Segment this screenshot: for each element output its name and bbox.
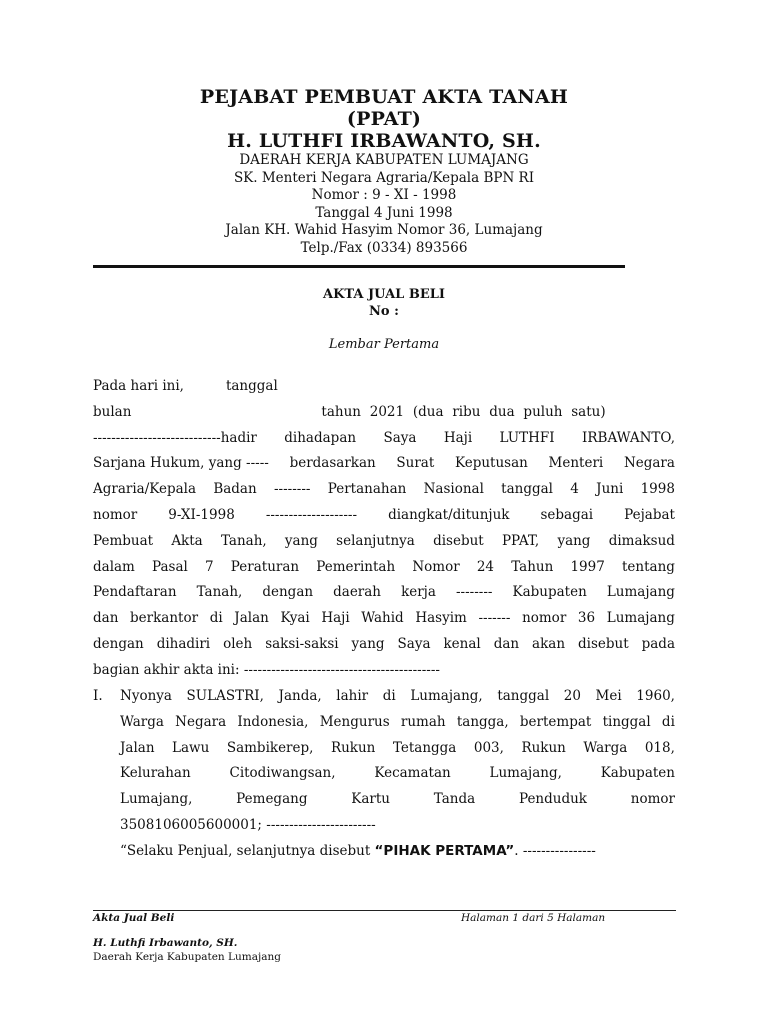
word: Negara [175, 713, 227, 730]
word: tanggal [497, 688, 550, 704]
body-text: bulan [93, 403, 132, 420]
party-role-dashes: . ---------------- [514, 842, 596, 859]
party-line [120, 761, 675, 787]
word: Lawu [172, 739, 210, 756]
letterhead-abbrev: (PPAT) [346, 108, 422, 130]
word: kerja [401, 584, 436, 601]
party-line [120, 787, 675, 813]
word: Jalan [120, 739, 155, 756]
word: kenal [443, 635, 481, 652]
word: Saya [397, 635, 431, 652]
word: Kecamatan [374, 765, 451, 782]
word: Kabupaten [512, 584, 587, 601]
word: Rukun [330, 739, 376, 756]
body-text: tahun 2021 (dua ribu dua puluh satu) [321, 403, 606, 420]
word: dengan [93, 635, 144, 652]
word: di [209, 610, 223, 627]
word: saksi-saksi [265, 635, 339, 652]
word: Tanah, [220, 532, 267, 549]
word: Pasal [152, 558, 188, 575]
word: dimaksud [608, 532, 675, 549]
party-line: 3508106005600001; ------------------------ [120, 816, 376, 833]
word: Peraturan [230, 558, 300, 575]
word: tentang [621, 558, 675, 575]
letterhead-area: DAERAH KERJA KABUPATEN LUMAJANG [239, 152, 529, 168]
footer-page-info: Halaman 1 dari 5 Halaman [461, 912, 606, 924]
word: 4 [570, 481, 579, 498]
word: 36 [577, 610, 596, 627]
word: Tanda [433, 791, 476, 808]
word: selanjutnya [336, 532, 415, 549]
word: Nasional [423, 481, 484, 498]
body-line [93, 477, 675, 503]
word: disebut [433, 532, 484, 549]
body-line [93, 451, 675, 477]
word: Wahid [361, 610, 404, 627]
word: bertempat [519, 713, 592, 730]
word: Pejabat [624, 506, 675, 523]
word: Kyai [280, 610, 310, 627]
word: -------- [273, 481, 311, 498]
word: Pendaftaran [93, 584, 177, 601]
party-line [120, 684, 675, 710]
footer-work-area: Daerah Kerja Kabupaten Lumajang [93, 951, 281, 963]
word: PPAT, [501, 532, 540, 549]
word: Nyonya [120, 688, 172, 704]
letterhead-date: Tanggal 4 Juni 1998 [315, 204, 453, 221]
word: Badan [213, 481, 257, 498]
word: Kartu [351, 791, 390, 808]
word: di [382, 688, 396, 704]
word: oleh [223, 635, 253, 652]
word: nomor [522, 610, 567, 627]
word: Sarjana Hukum, yang ----- [93, 455, 269, 472]
word: tinggal [602, 713, 651, 730]
word: lahir [336, 688, 369, 704]
body-line [93, 580, 675, 606]
word: diangkat/ditunjuk [388, 506, 510, 523]
body-line [93, 606, 675, 632]
word: nomor [93, 506, 138, 523]
word: Warga [583, 739, 628, 756]
word: Pemegang [236, 791, 308, 808]
word: berkantor [130, 610, 199, 627]
word: Rukun [521, 739, 566, 756]
word: Tahun [511, 558, 554, 575]
footer-notary-name: H. Luthfi Irbawanto, SH. [93, 937, 238, 949]
word: 003, [473, 739, 504, 756]
word: 7 [205, 558, 214, 575]
deed-opening [93, 374, 675, 684]
word: tanggal [501, 481, 553, 498]
letterhead [92, 86, 676, 257]
word: berdasarkan [289, 455, 376, 472]
word: dihadiri [156, 635, 211, 652]
word: Lumajang, [120, 791, 193, 808]
word: Saya [383, 429, 417, 446]
word: Lumajang [606, 610, 675, 627]
word: Pembuat [93, 532, 154, 549]
word: 24 [476, 558, 495, 575]
word: dihadapan [284, 429, 357, 446]
word: Penduduk [518, 791, 587, 808]
party-number: I. [93, 688, 103, 704]
word: dan [493, 635, 520, 652]
body-line [93, 632, 675, 658]
word: pada [641, 635, 675, 652]
word: dan [93, 610, 119, 627]
word: Nomor [412, 558, 460, 575]
body-line [93, 426, 675, 452]
word: Mei [595, 688, 622, 704]
word: nomor [630, 791, 675, 808]
word: Keputusan [454, 455, 528, 472]
word: 9-XI-1998 [168, 506, 235, 523]
letterhead-number: Nomor : 9 - XI - 1998 [311, 187, 457, 203]
word: IRBAWANTO, [582, 429, 675, 446]
word: Hasyim [415, 610, 467, 627]
word: Negara [623, 455, 675, 472]
word: akan [532, 635, 566, 652]
footer-divider [93, 910, 676, 911]
word: di [661, 713, 675, 730]
sheet-label: Lembar Pertama [328, 337, 440, 352]
letterhead-phone: Telp./Fax (0334) 893566 [300, 239, 468, 256]
party-role-text: “Selaku Penjual, selanjutnya disebut [120, 842, 375, 859]
party-role-label: “PIHAK PERTAMA” [374, 842, 515, 859]
word: Lumajang, [489, 765, 562, 782]
word: yang [557, 532, 591, 549]
letterhead-name: H. LUTHFI IRBAWANTO, SH. [227, 130, 541, 152]
word: Haji [321, 610, 350, 627]
body-line [93, 555, 675, 581]
body-line [93, 400, 675, 426]
word: 018, [644, 739, 675, 756]
word: Sambikerep, [226, 739, 314, 756]
word: Mengurus [319, 713, 390, 730]
body-line [93, 374, 675, 400]
word: Indonesia, [237, 713, 309, 730]
word: 1997 [570, 558, 605, 575]
word: tangga, [456, 713, 509, 730]
word: Tanah, [196, 584, 243, 601]
word: Agraria/Kepala [93, 481, 197, 498]
party-role-line [120, 839, 675, 865]
footer-document-name: Akta Jual Beli [93, 912, 175, 924]
word: Surat [396, 455, 435, 472]
letterhead-title: PEJABAT PEMBUAT AKTA TANAH [199, 86, 569, 108]
word: Citodiwangsan, [229, 765, 336, 782]
letterhead-divider [93, 265, 625, 268]
word: rumah [400, 713, 446, 730]
word: 20 [563, 688, 581, 704]
word: LUTHFI [499, 429, 555, 446]
word: yang [284, 532, 318, 549]
body-line [93, 529, 675, 555]
body-line: bagian akhir akta ini: ------------------------------------------- [93, 661, 440, 678]
word: ------- [478, 610, 511, 627]
body-text: Pada hari ini, [93, 378, 184, 394]
word: Akta [171, 532, 203, 549]
letterhead-address: Jalan KH. Wahid Hasyim Nomor 36, Lumajang [225, 222, 543, 238]
word: Haji [443, 429, 473, 446]
document-number: No : [369, 304, 399, 319]
word: Warga [120, 713, 164, 730]
word: Lumajang, [410, 688, 483, 704]
body-text: tanggal [225, 378, 278, 394]
word: Tetangga [392, 739, 457, 756]
word: -------- [455, 584, 493, 601]
word: Pemerintah [316, 558, 396, 575]
word: 1998 [640, 481, 675, 498]
word: Kabupaten [600, 765, 675, 782]
party-line [120, 710, 675, 736]
document-title: AKTA JUAL BELI [323, 287, 445, 302]
word: dalam [93, 558, 135, 575]
letterhead-decree: SK. Menteri Negara Agraria/Kepala BPN RI [233, 169, 535, 186]
word: Lumajang [606, 584, 675, 601]
word: Kelurahan [120, 765, 191, 782]
word: -------------------- [265, 506, 358, 523]
word: SULASTRI, [186, 688, 264, 704]
word: 1960, [636, 688, 675, 704]
word: Jalan [234, 610, 269, 627]
word: dengan [262, 584, 314, 601]
word: Menteri [548, 455, 604, 472]
body-line [93, 503, 675, 529]
word: Pertanahan [327, 481, 407, 498]
party-one-details [120, 684, 675, 865]
word: Janda, [278, 688, 322, 704]
word: Juni [596, 481, 624, 498]
party-line [120, 736, 675, 762]
word: yang [351, 635, 385, 652]
word: daerah [333, 584, 382, 601]
word: ----------------------------hadir [93, 429, 257, 446]
word: disebut [578, 635, 629, 652]
word: sebagai [540, 506, 594, 523]
